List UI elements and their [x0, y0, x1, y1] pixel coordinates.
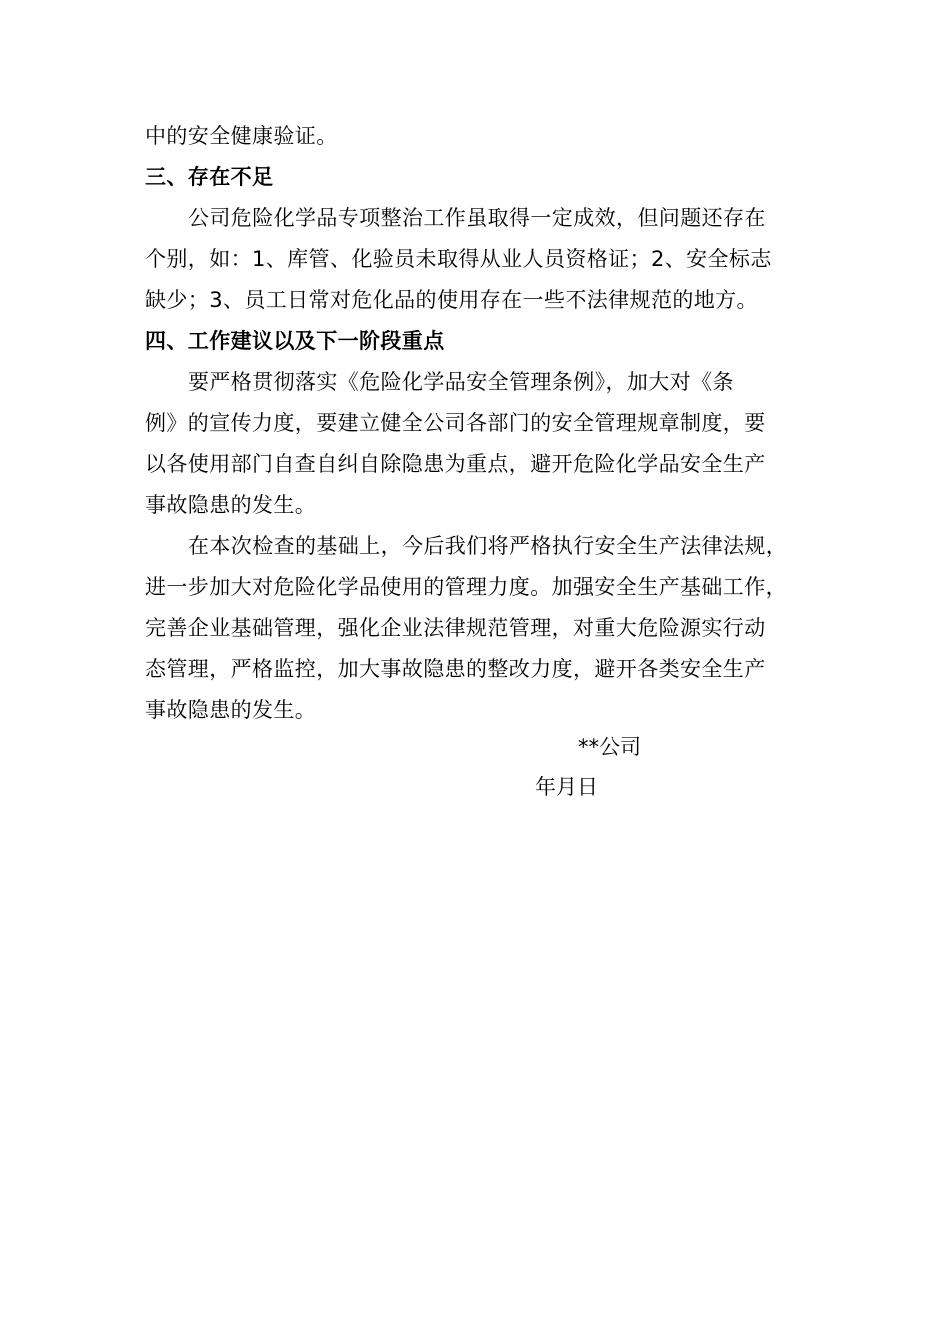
section-3-line-2: 个别，如：1、库管、化验员未取得从业人员资格证；2、安全标志 [145, 247, 772, 271]
section-4-p1-line-1: 要严格贯彻落实《危险化学品安全管理条例》，加大对《条 [188, 370, 734, 394]
continuation-line: 中的安全健康验证。 [145, 124, 338, 148]
document-body [145, 116, 825, 731]
section-3-line-1: 公司危险化学品专项整治工作虽取得一定成效，但问题还存在 [188, 206, 766, 230]
section-4-p2-line-1: 在本次检查的基础上，今后我们将严格执行安全生产法律法规， [188, 534, 788, 558]
section-4-p1-line-2: 例》的宣传力度，要建立健全公司各部门的安全管理规章制度，要 [145, 411, 766, 435]
section-4-p2-line-2: 进一步加大对危险化学品使用的管理力度。加强安全生产基础工作， [145, 575, 787, 599]
section-4-p2-line-3: 完善企业基础管理，强化企业法律规范管理，对重大危险源实行动 [145, 616, 766, 640]
section-3-heading: 三、存在不足 [145, 165, 274, 189]
section-4-p2-line-5: 事故隐患的发生。 [145, 698, 317, 722]
signature-company: **公司 [578, 735, 641, 759]
section-4-p2-line-4: 态管理，严格监控，加大事故隐患的整改力度，避开各类安全生产 [145, 657, 766, 681]
section-4-heading: 四、工作建议以及下一阶段重点 [145, 329, 445, 353]
section-3-line-3: 缺少；3、员工日常对危化品的使用存在一些不法律规范的地方。 [145, 288, 758, 312]
signature-date: 年月日 [535, 775, 598, 799]
section-4-p1-line-3: 以各使用部门自查自纠自除隐患为重点，避开危险化学品安全生产 [145, 452, 766, 476]
section-4-p1-line-4: 事故隐患的发生。 [145, 493, 317, 517]
